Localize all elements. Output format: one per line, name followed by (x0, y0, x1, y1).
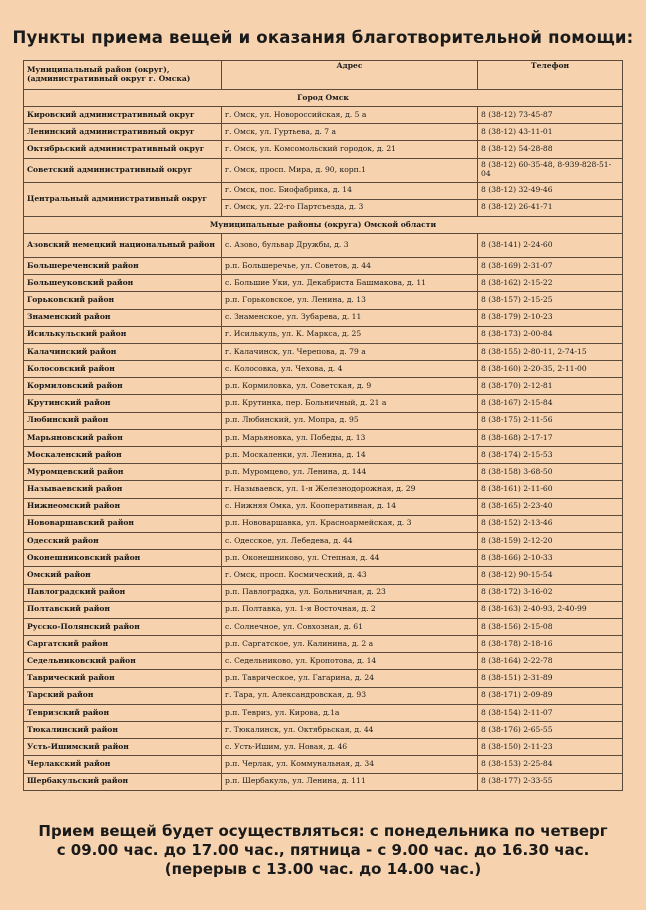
cell-district: Калачинский район (24, 343, 222, 360)
schedule-footer (0, 822, 646, 880)
cell-address: р.п. Нововаршавка, ул. Красноармейская, д. 3 (222, 515, 478, 532)
page-title: Пункты приема вещей и оказания благотворительной помощи: (12, 28, 634, 47)
schedule-line-3: (перерыв с 13.00 час. до 14.00 час.) (164, 860, 482, 879)
cell-address: р.п. Муромцево, ул. Ленина, д. 144 (222, 464, 478, 481)
cell-district: Полтавский район (24, 601, 222, 618)
table-row (24, 550, 623, 567)
table-row (24, 532, 623, 549)
cell-district: Ленинский административный округ (24, 124, 222, 141)
cell-address: с. Одесское, ул. Лебедева, д. 44 (222, 532, 478, 549)
table-row (24, 704, 623, 721)
collection-points-table (23, 60, 623, 791)
cell-district: Центральный административный округ (24, 182, 222, 216)
cell-district: Саргатский район (24, 636, 222, 653)
cell-phone: 8 (38-171) 2-09-89 (478, 687, 623, 704)
cell-address: с. Усть-Ишим, ул. Новая, д. 46 (222, 739, 478, 756)
cell-address: с. Знаменское, ул. Зубарева, д. 11 (222, 309, 478, 326)
table-row (24, 429, 623, 446)
cell-address: р.п. Шербакуль, ул. Ленина, д. 111 (222, 773, 478, 790)
cell-address: с. Нижняя Омка, ул. Кооперативная, д. 14 (222, 498, 478, 515)
cell-phone: 8 (38-174) 2-15-53 (478, 447, 623, 464)
cell-district: Тевризский район (24, 704, 222, 721)
cell-address: г. Калачинск, ул. Черепова, д. 79 а (222, 343, 478, 360)
cell-address: р.п. Кормиловка, ул. Советская, д. 9 (222, 378, 478, 395)
cell-address: с. Азово, бульвар Дружбы, д. 3 (222, 233, 478, 257)
table-row (24, 158, 623, 182)
table-row (24, 257, 623, 274)
cell-phone: 8 (38-155) 2-80-11, 2-74-15 (478, 343, 623, 360)
cell-phone: 8 (38-12) 26-41-71 (478, 199, 623, 216)
cell-district: Москаленский район (24, 447, 222, 464)
table-row (24, 141, 623, 158)
cell-phone: 8 (38-167) 2-15-84 (478, 395, 623, 412)
cell-address: с. Седельниково, ул. Кропотова, д. 14 (222, 653, 478, 670)
cell-phone: 8 (38-12) 43-11-01 (478, 124, 623, 141)
table-row (24, 515, 623, 532)
cell-address: р.п. Тевриз, ул. Кирова, д.1а (222, 704, 478, 721)
cell-address: г. Омск, просп. Мира, д. 90, корп.1 (222, 158, 478, 182)
table-row (24, 618, 623, 635)
cell-phone: 8 (38-170) 2-12-81 (478, 378, 623, 395)
cell-address: р.п. Москаленки, ул. Ленина, д. 14 (222, 447, 478, 464)
cell-district: Муромцевский район (24, 464, 222, 481)
cell-phone: 8 (38-158) 3-68-50 (478, 464, 623, 481)
cell-address: р.п. Черлак, ул. Коммунальная, д. 34 (222, 756, 478, 773)
cell-address: р.п. Большеречье, ул. Советов, д. 44 (222, 257, 478, 274)
cell-district: Исилькульский район (24, 326, 222, 343)
cell-phone: 8 (38-12) 32-49-46 (478, 182, 623, 199)
cell-district: Тарский район (24, 687, 222, 704)
table-row (24, 498, 623, 515)
cell-phone: 8 (38-173) 2-00-84 (478, 326, 623, 343)
cell-phone: 8 (38-12) 60-35-48, 8-939-828-51-04 (478, 158, 623, 182)
cell-phone: 8 (38-177) 2-33-55 (478, 773, 623, 790)
table-row (24, 722, 623, 739)
cell-phone: 8 (38-154) 2-11-07 (478, 704, 623, 721)
cell-address: р.п. Оконешниково, ул. Степная, д. 44 (222, 550, 478, 567)
cell-phone: 8 (38-12) 54-28-88 (478, 141, 623, 158)
cell-district: Оконешниковский район (24, 550, 222, 567)
cell-address: р.п. Саргатское, ул. Калинина, д. 2 а (222, 636, 478, 653)
schedule-line-1: Прием вещей будет осуществляться: с понедельника по четверг (38, 822, 608, 840)
cell-address: г. Омск, пос. Биофабрика, д. 14 (222, 182, 478, 199)
header-phone: Телефон (478, 61, 623, 90)
table-row (24, 412, 623, 429)
cell-phone: 8 (38-160) 2-20-35, 2-11-00 (478, 361, 623, 378)
cell-phone: 8 (38-168) 2-17-17 (478, 429, 623, 446)
cell-phone: 8 (38-169) 2-31-07 (478, 257, 623, 274)
cell-address: с. Солнечное, ул. Совхозная, д. 61 (222, 618, 478, 635)
section-row-regions (24, 216, 623, 233)
cell-address: г. Называевск, ул. 1-я Железнодорожная, д. 29 (222, 481, 478, 498)
cell-phone: 8 (38-159) 2-12-20 (478, 532, 623, 549)
cell-district: Марьяновский район (24, 429, 222, 446)
cell-district: Павлоградский район (24, 584, 222, 601)
cell-address: г. Исилькуль, ул. К. Маркса, д. 25 (222, 326, 478, 343)
cell-district: Большереченский район (24, 257, 222, 274)
table-row (24, 447, 623, 464)
cell-phone: 8 (38-162) 2-15-22 (478, 275, 623, 292)
schedule-line-2: с 09.00 час. до 17.00 час., пятница - с 9.00 час. до 16.30 час. (56, 841, 590, 860)
cell-district: Советский административный округ (24, 158, 222, 182)
cell-district: Колосовский район (24, 361, 222, 378)
table-row (24, 107, 623, 124)
section-title-regions: Муниципальные районы (округа) Омской области (24, 216, 623, 233)
cell-phone: 8 (38-178) 2-18-16 (478, 636, 623, 653)
cell-district: Большеуковский район (24, 275, 222, 292)
table-row (24, 378, 623, 395)
table-row (24, 687, 623, 704)
cell-phone: 8 (38-150) 2-11-23 (478, 739, 623, 756)
table-row (24, 275, 623, 292)
cell-district: Кормиловский район (24, 378, 222, 395)
section-title-city: Город Омск (24, 90, 623, 107)
table-row (24, 773, 623, 790)
table-row (24, 343, 623, 360)
cell-address: р.п. Крутинка, пер. Больничный, д. 21 а (222, 395, 478, 412)
cell-address: г. Омск, просп. Космический, д. 43 (222, 567, 478, 584)
table-row (24, 395, 623, 412)
table-row (24, 292, 623, 309)
cell-address: р.п. Павлоградка, ул. Больничная, д. 23 (222, 584, 478, 601)
table-row (24, 567, 623, 584)
cell-phone: 8 (38-151) 2-31-89 (478, 670, 623, 687)
cell-address: р.п. Марьяновка, ул. Победы, д. 13 (222, 429, 478, 446)
cell-district: Черлакский район (24, 756, 222, 773)
cell-phone: 8 (38-152) 2-13-46 (478, 515, 623, 532)
cell-district: Усть-Ишимский район (24, 739, 222, 756)
header-address: Адрес (222, 61, 478, 90)
cell-address: р.п. Любинский, ул. Мопра, д. 95 (222, 412, 478, 429)
cell-district: Нижнеомский район (24, 498, 222, 515)
cell-address: г. Омск, ул. Гуртьева, д. 7 а (222, 124, 478, 141)
cell-district: Называевский район (24, 481, 222, 498)
cell-phone: 8 (38-12) 73-45-87 (478, 107, 623, 124)
cell-phone: 8 (38-164) 2-22-78 (478, 653, 623, 670)
cell-address: р.п. Полтавка, ул. 1-я Восточная, д. 2 (222, 601, 478, 618)
cell-district: Октябрьский административный округ (24, 141, 222, 158)
header-district: Муниципальный район (округ), (административный округ г. Омска) (24, 61, 222, 90)
table-row (24, 670, 623, 687)
cell-district: Таврический район (24, 670, 222, 687)
cell-address: р.п. Таврическое, ул. Гагарина, д. 24 (222, 670, 478, 687)
table-row (24, 326, 623, 343)
table-row (24, 636, 623, 653)
cell-phone: 8 (38-157) 2-15-25 (478, 292, 623, 309)
cell-phone: 8 (38-163) 2-40-93, 2-40-99 (478, 601, 623, 618)
cell-address: г. Омск, ул. Новороссийская, д. 5 а (222, 107, 478, 124)
cell-phone: 8 (38-153) 2-25-84 (478, 756, 623, 773)
cell-district: Шербакульский район (24, 773, 222, 790)
cell-address: г. Тюкалинск, ул. Октябрьская, д. 44 (222, 722, 478, 739)
table-row (24, 182, 623, 199)
cell-phone: 8 (38-165) 2-23-40 (478, 498, 623, 515)
cell-district: Омский район (24, 567, 222, 584)
cell-phone: 8 (38-166) 2-10-33 (478, 550, 623, 567)
cell-district: Нововаршавский район (24, 515, 222, 532)
cell-district: Горьковский район (24, 292, 222, 309)
table-row (24, 361, 623, 378)
cell-address: с. Колосовка, ул. Чехова, д. 4 (222, 361, 478, 378)
cell-phone: 8 (38-141) 2-24-60 (478, 233, 623, 257)
cell-phone: 8 (38-179) 2-10-23 (478, 309, 623, 326)
cell-district: Крутинский район (24, 395, 222, 412)
cell-district: Тюкалинский район (24, 722, 222, 739)
cell-address: р.п. Горьковское, ул. Ленина, д. 13 (222, 292, 478, 309)
table-row (24, 464, 623, 481)
cell-phone: 8 (38-161) 2-11-60 (478, 481, 623, 498)
cell-district: Азовский немецкий национальный район (24, 233, 222, 257)
cell-address: г. Тара, ул. Александровская, д. 93 (222, 687, 478, 704)
table-row (24, 481, 623, 498)
table-row (24, 584, 623, 601)
table-row (24, 124, 623, 141)
cell-phone: 8 (38-176) 2-65-55 (478, 722, 623, 739)
cell-phone: 8 (38-156) 2-15-08 (478, 618, 623, 635)
table-row (24, 601, 623, 618)
cell-address: г. Омск, ул. 22-го Партсъезда, д. 3 (222, 199, 478, 216)
section-row-city (24, 90, 623, 107)
table-row (24, 233, 623, 257)
cell-district: Знаменский район (24, 309, 222, 326)
cell-address: г. Омск, ул. Комсомольский городок, д. 21 (222, 141, 478, 158)
cell-district: Любинский район (24, 412, 222, 429)
cell-phone: 8 (38-12) 90-15-54 (478, 567, 623, 584)
table-row (24, 739, 623, 756)
table-row (24, 653, 623, 670)
cell-district: Одесский район (24, 532, 222, 549)
cell-address: с. Большие Уки, ул. Декабриста Башмакова, д. 11 (222, 275, 478, 292)
cell-district: Седельниковский район (24, 653, 222, 670)
table-row (24, 309, 623, 326)
cell-phone: 8 (38-175) 2-11-56 (478, 412, 623, 429)
cell-district: Кировский административный округ (24, 107, 222, 124)
cell-phone: 8 (38-172) 3-16-02 (478, 584, 623, 601)
table-row (24, 756, 623, 773)
cell-district: Русско-Полянский район (24, 618, 222, 635)
